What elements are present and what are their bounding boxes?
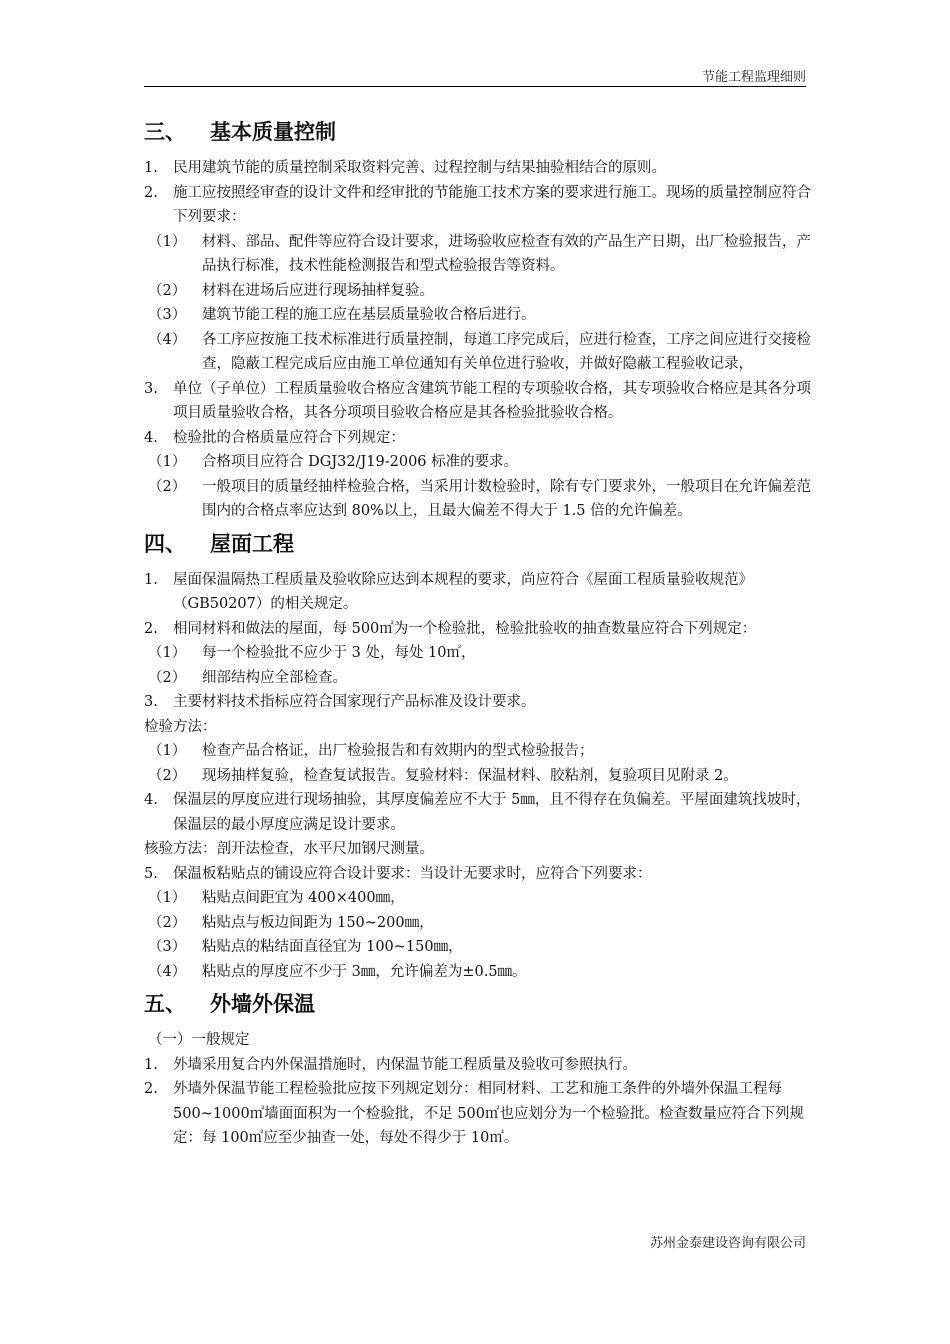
section-number: 三、 xyxy=(144,120,186,144)
section-heading xyxy=(144,986,816,1022)
item-text: 合格项目应符合 DGJ32/J19-2006 标准的要求。 xyxy=(202,454,519,470)
sub-list-item xyxy=(144,230,816,279)
sub-list-item xyxy=(144,328,816,377)
sub-list-item xyxy=(144,960,816,985)
list-item xyxy=(144,377,816,426)
header-rule xyxy=(144,86,806,87)
item-text: 相同材料和做法的屋面，每 500㎡为一个检验批，检验批验收的抽查数量应符合下列规定： xyxy=(173,620,757,637)
item-number: （1） xyxy=(148,233,187,250)
sub-list-item xyxy=(144,303,816,328)
item-number: （2） xyxy=(148,914,187,931)
item-text: 单位（子单位）工程质量验收合格应含建筑节能工程的专项验收合格，其专项验收合格应是其各分项项目质量验收合格，其各分项项目验收合格应是其各检验批验收合格。 xyxy=(173,380,811,421)
list-item xyxy=(144,156,816,181)
list-item xyxy=(144,1077,816,1151)
item-number: 3. xyxy=(144,380,158,397)
item-number: 2. xyxy=(144,184,158,201)
item-text: 每一个检验批不应少于 3 处，每处 10㎡， xyxy=(202,645,476,661)
document-body xyxy=(144,112,816,1151)
list-item xyxy=(144,862,816,887)
item-number: 1. xyxy=(144,571,158,588)
item-number: （2） xyxy=(148,478,187,495)
item-text: 保温层的厚度应进行现场抽验，其厚度偏差应不大于 5㎜，且不得存在负偏差。平屋面建筑找坡时，保温层的最小厚度应满足设计要求。 xyxy=(173,792,811,833)
item-text: 检验方法： xyxy=(144,718,217,735)
item-number: （2） xyxy=(148,282,187,299)
section-heading xyxy=(144,526,816,562)
item-text: 建筑节能工程的施工应在基层质量验收合格后进行。 xyxy=(202,307,536,323)
sub-list-item xyxy=(144,279,816,304)
item-number: 5. xyxy=(144,865,158,882)
item-text: 外墙采用复合内外保温措施时，内保温节能工程质量及验收可参照执行。 xyxy=(173,1056,637,1073)
item-text: 民用建筑节能的质量控制采取资料完善、过程控制与结果抽验相结合的原则。 xyxy=(173,160,666,176)
sub-list-item xyxy=(144,764,816,789)
item-number: 3. xyxy=(144,694,158,710)
item-number: （1） xyxy=(148,743,187,759)
sub-list-item xyxy=(144,641,816,666)
item-text: 细部结构应全部检查。 xyxy=(202,669,347,686)
item-number: 2. xyxy=(144,1081,158,1097)
sub-list-item xyxy=(144,739,816,764)
item-number: 1. xyxy=(144,160,158,176)
header-title: 节能工程监理细则 xyxy=(701,70,806,85)
item-text: 粘贴点与板边间距为 150~200㎜， xyxy=(202,914,434,931)
item-number: （3） xyxy=(148,939,187,955)
section-title: 屋面工程 xyxy=(210,531,294,556)
section-title: 基本质量控制 xyxy=(210,120,336,144)
item-number: （2） xyxy=(148,767,187,784)
item-text: 保温板粘贴点的铺设应符合设计要求：当设计无要求时，应符合下列要求： xyxy=(173,865,652,882)
item-text: 屋面保温隔热工程质量及验收除应达到本规程的要求，尚应符合《屋面工程质量验收规范》（GB50207）的相关规定。 xyxy=(173,571,753,612)
paragraph xyxy=(144,715,816,740)
section-heading xyxy=(144,114,816,150)
item-text: 检查产品合格证，出厂检验报告和有效期内的型式检验报告； xyxy=(202,743,594,759)
item-text: 一般项目的质量经抽样检验合格，当采用计数检验时，除有专门要求外，一般项目在允许偏差范围内的合格点率应达到 80%以上，且最大偏差不得大于 1.5 倍的允许偏差。 xyxy=(202,478,811,519)
sub-list-item xyxy=(144,886,816,911)
item-number: 4. xyxy=(144,429,158,446)
item-number: （3） xyxy=(148,307,187,323)
section-number: 四、 xyxy=(144,531,186,556)
item-text: 核验方法：剖开法检查，水平尺加钢尺测量。 xyxy=(144,841,434,857)
item-text: 各工序应按施工技术标准进行质量控制，每道工序完成后，应进行检查，工序之间应进行交接检查，隐蔽工程完成后应由施工单位通知有关单位进行验收，并做好隐蔽工程验收记录， xyxy=(202,331,811,372)
paragraph xyxy=(144,1028,816,1053)
item-number: （1） xyxy=(148,890,187,906)
item-number: 2. xyxy=(144,620,158,637)
item-text: 材料、部品、配件等应符合设计要求，进场验收应检查有效的产品生产日期，出厂检验报告，产品执行标准，技术性能检测报告和型式检验报告等资料。 xyxy=(202,233,811,274)
footer-company: 苏州金泰建设咨询有限公司 xyxy=(649,1236,806,1251)
sub-list-item xyxy=(144,935,816,960)
list-item xyxy=(144,1053,816,1078)
list-item xyxy=(144,617,816,642)
paragraph xyxy=(144,837,816,862)
item-number: （4） xyxy=(148,963,187,980)
section-title: 外墙外保温 xyxy=(210,992,315,1016)
item-text: 材料在进场后应进行现场抽样复验。 xyxy=(202,282,434,299)
item-number: （1） xyxy=(148,645,187,661)
sub-list-item xyxy=(144,911,816,936)
item-number: 4. xyxy=(144,792,158,808)
item-number: （2） xyxy=(148,669,187,686)
sub-list-item xyxy=(144,450,816,475)
item-text: 粘贴点的粘结面直径宜为 100~150㎜， xyxy=(202,939,463,955)
item-text: 主要材料技术指标应符合国家现行产品标准及设计要求。 xyxy=(173,694,536,710)
list-item xyxy=(144,788,816,837)
list-item xyxy=(144,426,816,451)
item-text: 粘贴点的厚度应不少于 3㎜，允许偏差为±0.5㎜。 xyxy=(202,963,527,980)
item-text: 粘贴点间距宜为 400×400㎜， xyxy=(202,890,405,906)
item-number: （1） xyxy=(148,454,187,470)
list-item xyxy=(144,568,816,617)
item-number: 1. xyxy=(144,1056,158,1073)
list-item xyxy=(144,690,816,715)
item-text: 检验批的合格质量应符合下列规定： xyxy=(173,429,405,446)
list-item xyxy=(144,181,816,230)
item-text: 施工应按照经审查的设计文件和经审批的节能施工技术方案的要求进行施工。现场的质量控制应符合下列要求： xyxy=(173,184,811,225)
item-text: 现场抽样复验，检查复试报告。复验材料：保温材料、胶粘剂，复验项目见附录 2。 xyxy=(202,767,738,784)
sub-list-item xyxy=(144,666,816,691)
item-text: 外墙外保温节能工程检验批应按下列规定划分：相同材料、工艺和施工条件的外墙外保温工程每 500~1000㎡墙面面积为一个检验批，不足 500㎡也应划分为一个检验批。检查数量应符合下列规定：每 100㎡应至少抽查一处，每处不得少于 10㎡。 xyxy=(173,1081,805,1146)
item-text: （一）一般规定 xyxy=(148,1032,250,1048)
sub-list-item xyxy=(144,475,816,524)
item-number: （4） xyxy=(148,331,187,348)
section-number: 五、 xyxy=(144,992,186,1016)
